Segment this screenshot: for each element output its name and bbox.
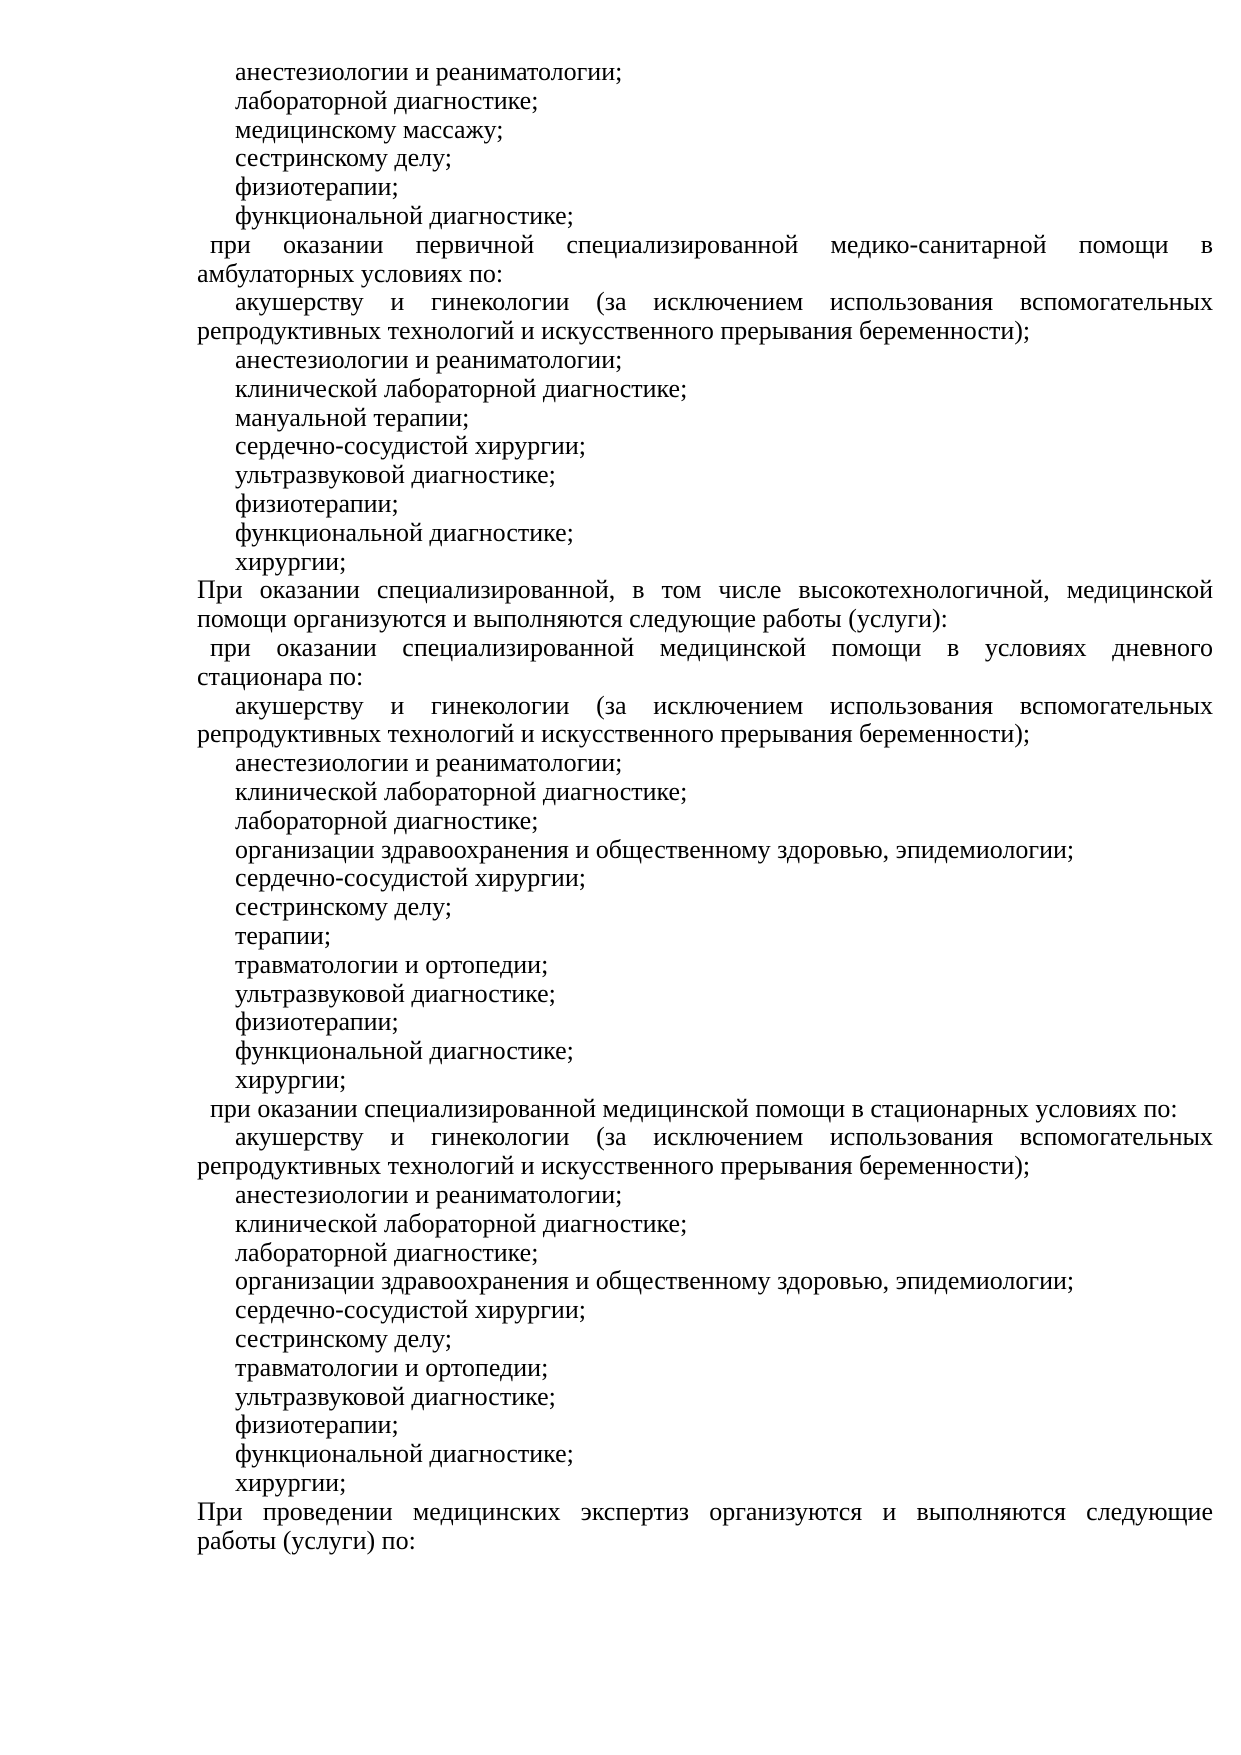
text-line: репродуктивных технологий и искусственного прерывания беременности); <box>197 316 1031 346</box>
text-line: лабораторной диагностике; <box>235 805 539 835</box>
text-line: функциональной диагностике; <box>235 200 574 230</box>
text-line: клинической лабораторной диагностике; <box>235 776 688 806</box>
text-line: травматологии и ортопедии; <box>235 1352 549 1382</box>
text-line: репродуктивных технологий и искусственного прерывания беременности); <box>197 1151 1031 1181</box>
text-line: физиотерапии; <box>235 488 399 518</box>
text-line: ультразвуковой диагностике; <box>235 978 556 1008</box>
text-line: функциональной диагностике; <box>235 1439 574 1469</box>
text-line: функциональной диагностике; <box>235 517 574 547</box>
text-line: сестринскому делу; <box>235 892 453 922</box>
text-line: сестринскому делу; <box>235 1324 453 1354</box>
text-line: хирургии; <box>235 1468 347 1498</box>
text-line: репродуктивных технологий и искусственного прерывания беременности); <box>197 719 1031 749</box>
text-line: ультразвуковой диагностике; <box>235 460 556 490</box>
text-line: помощи организуются и выполняются следующие работы (услуги): <box>197 604 948 634</box>
text-line: сердечно-сосудистой хирургии; <box>235 431 586 461</box>
text-line: хирургии; <box>235 546 347 576</box>
text-line: анестезиологии и реаниматологии; <box>235 1180 623 1210</box>
text-line: работы (услуги) по: <box>197 1525 416 1555</box>
text-line: При проведении медицинских экспертиз организуются и выполняются следующие <box>197 1496 1213 1526</box>
text-line: акушерству и гинекологии (за исключением использования вспомогательных <box>235 287 1213 317</box>
text-line: клинической лабораторной диагностике; <box>235 373 688 403</box>
text-line: медицинскому массажу; <box>235 114 504 144</box>
text-line: травматологии и ортопедии; <box>235 949 549 979</box>
text-line: анестезиологии и реаниматологии; <box>235 344 623 374</box>
text-line: организации здравоохранения и общественному здоровью, эпидемиологии; <box>235 834 1075 864</box>
text-block <box>197 58 1213 1555</box>
text-line: мануальной терапии; <box>235 402 470 432</box>
text-line: физиотерапии; <box>235 172 399 202</box>
text-line: сердечно-сосудистой хирургии; <box>235 863 586 893</box>
text-line: сердечно-сосудистой хирургии; <box>235 1295 586 1325</box>
text-line: лабораторной диагностике; <box>235 85 539 115</box>
text-line: физиотерапии; <box>235 1007 399 1037</box>
text-line: хирургии; <box>235 1064 347 1094</box>
text-line: функциональной диагностике; <box>235 1036 574 1066</box>
text-line: анестезиологии и реаниматологии; <box>235 748 623 778</box>
text-line: акушерству и гинекологии (за исключением использования вспомогательных <box>235 690 1213 720</box>
text-line: акушерству и гинекологии (за исключением использования вспомогательных <box>235 1122 1213 1152</box>
text-line: При оказании специализированной, в том числе высокотехнологичной, медицинской <box>197 575 1213 605</box>
text-line: организации здравоохранения и общественному здоровью, эпидемиологии; <box>235 1266 1075 1296</box>
text-line: амбулаторных условиях по: <box>197 258 504 288</box>
text-line: лабораторной диагностике; <box>235 1237 539 1267</box>
text-line: анестезиологии и реаниматологии; <box>235 57 623 86</box>
text-line: стационара по: <box>197 661 364 691</box>
text-line: сестринскому делу; <box>235 143 453 173</box>
text-line: ультразвуковой диагностике; <box>235 1381 556 1411</box>
text-line: при оказании первичной специализированной медико-санитарной помощи в <box>210 229 1213 259</box>
text-line: при оказании специализированной медицинской помощи в условиях дневного <box>210 632 1213 662</box>
text-line: клинической лабораторной диагностике; <box>235 1208 688 1238</box>
text-line: терапии; <box>235 920 332 950</box>
text-line: физиотерапии; <box>235 1410 399 1440</box>
text-line: при оказании специализированной медицинской помощи в стационарных условиях по: <box>210 1093 1178 1123</box>
